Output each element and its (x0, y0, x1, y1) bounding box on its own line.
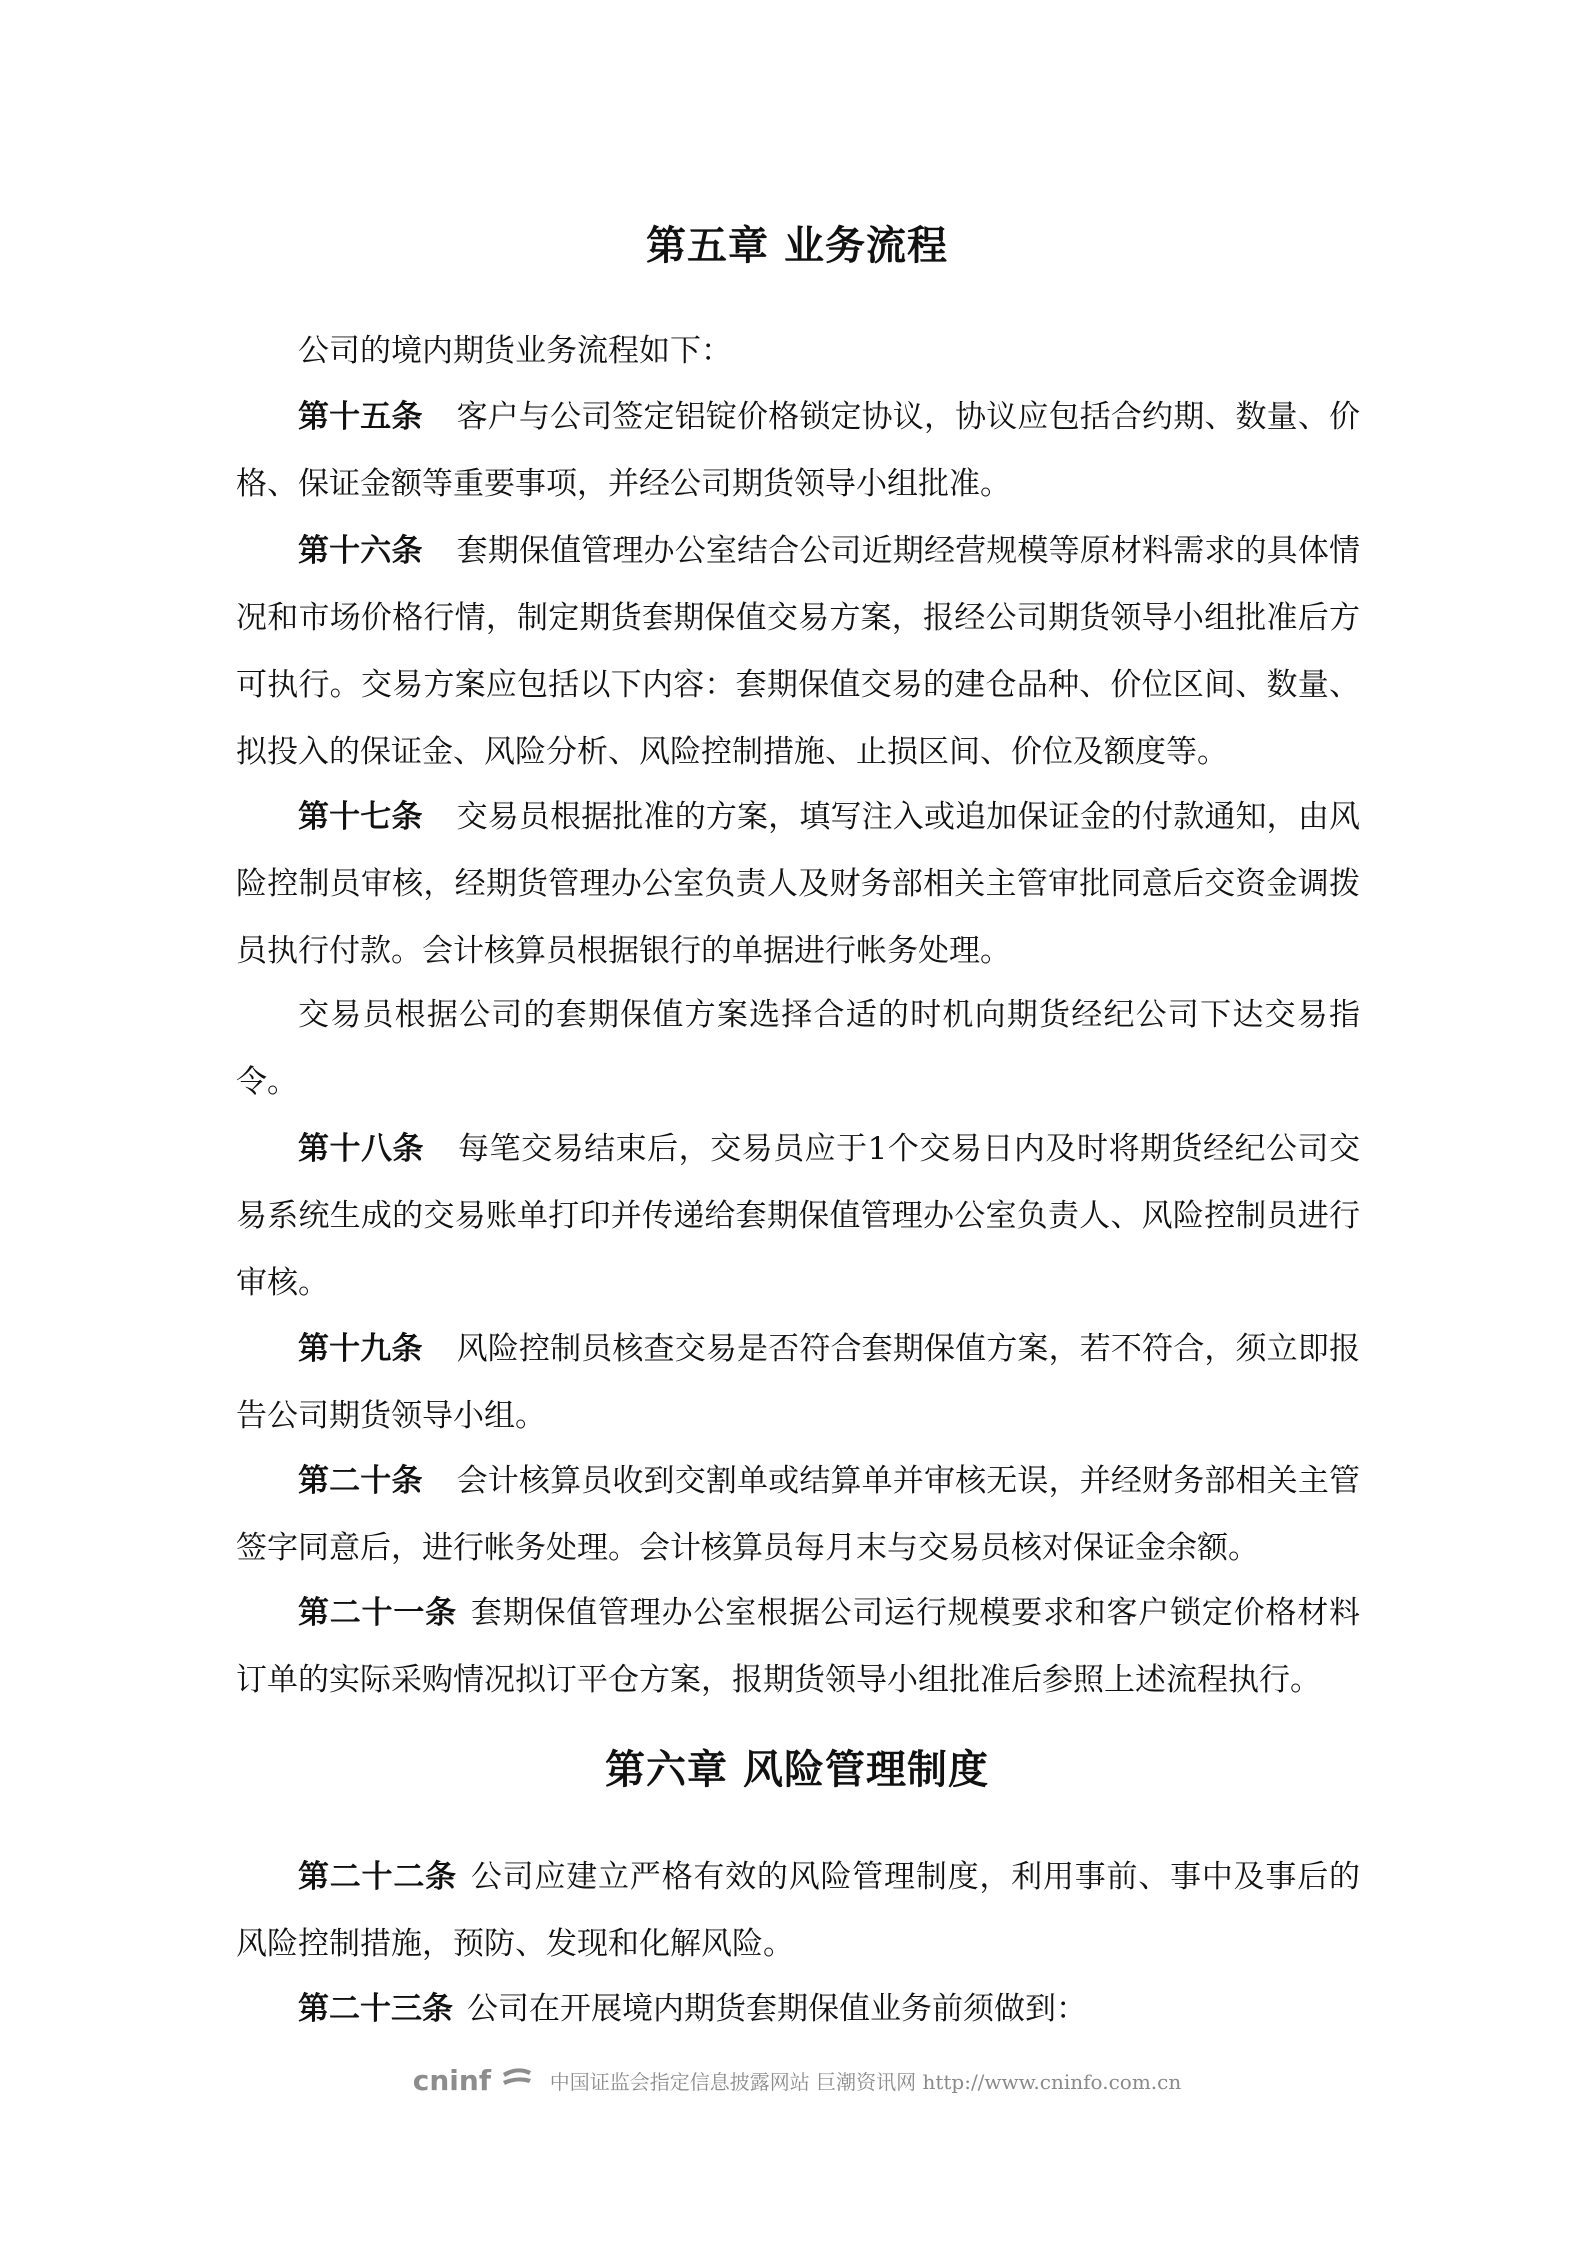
article-text: 交易员根据批准的方案，填写注入或追加保证金的付款通知，由风险控制员审核，经期货管理办公室负责人及财务部相关主管审批同意后交资金调拨员执行付款。会计核算员根据银行的单据进行帐务处理。 (236, 799, 1360, 969)
article-19 (236, 1316, 1360, 1450)
article-17 (236, 784, 1360, 985)
article-text: 会计核算员收到交割单或结算单并审核无误，并经财务部相关主管签字同意后，进行帐务处理。会计核算员每月末与交易员核对保证金余额。 (236, 1463, 1360, 1566)
article-number: 第二十一条 (298, 1595, 457, 1631)
article-text: 公司应建立严格有效的风险管理制度，利用事前、事中及事后的风险控制措施，预防、发现和化解风险。 (236, 1859, 1360, 1962)
article-text: 客户与公司签定铝锭价格锁定协议，协议应包括合约期、数量、价格、保证金额等重要事项，并经公司期货领导小组批准。 (236, 399, 1360, 502)
article-number: 第二十三条 (298, 1991, 453, 2027)
cninfo-logo-icon (499, 2065, 535, 2096)
footer-site-text: 中国证监会指定信息披露网站 巨潮资讯网 http://www.cninfo.com.cn (549, 2070, 1182, 2094)
article-18 (236, 1116, 1360, 1317)
article-number: 第十五条 (298, 399, 423, 435)
article-number: 第二十二条 (298, 1859, 457, 1895)
chapter-6-title: 第六章 风险管理制度 (605, 1747, 989, 1793)
article-23 (236, 1976, 1360, 2043)
article-text: 套期保值管理办公室结合公司近期经营规模等原材料需求的具体情况和市场价格行情，制定期货套期保值交易方案，报经公司期货领导小组批准后方可执行。交易方案应包括以下内容：套期保值交易的建仓品种、价位区间、数量、拟投入的保证金、风险分析、风险控制措施、止损区间、价位及额度等。 (236, 533, 1360, 770)
article-number: 第十八条 (298, 1131, 425, 1167)
article-17-continued: 交易员根据公司的套期保值方案选择合适的时机向期货经纪公司下达交易指令。 (236, 997, 1360, 1100)
page-footer (0, 2064, 1594, 2097)
article-21 (236, 1580, 1360, 1714)
chapter-5-intro: 公司的境内期货业务流程如下： (298, 333, 732, 369)
cninfo-logo-text: cninf (412, 2064, 492, 2097)
article-text: 公司在开展境内期货套期保值业务前须做到： (467, 1991, 1087, 2027)
article-number: 第二十条 (298, 1463, 423, 1499)
article-20 (236, 1448, 1360, 1582)
article-text: 风险控制员核查交易是否符合套期保值方案，若不符合，须立即报告公司期货领导小组。 (236, 1331, 1360, 1434)
article-16 (236, 518, 1360, 786)
article-number: 第十六条 (298, 533, 423, 569)
article-22 (236, 1844, 1360, 1978)
article-15 (236, 384, 1360, 518)
article-text: 每笔交易结束后，交易员应于1个交易日内及时将期货经纪公司交易系统生成的交易账单打印并传递给套期保值管理办公室负责人、风险控制员进行审核。 (236, 1131, 1360, 1301)
article-number: 第十九条 (298, 1331, 423, 1367)
article-text: 套期保值管理办公室根据公司运行规模要求和客户锁定价格材料订单的实际采购情况拟订平仓方案，报期货领导小组批准后参照上述流程执行。 (236, 1595, 1360, 1698)
article-number: 第十七条 (298, 799, 423, 835)
chapter-5-title: 第五章 业务流程 (646, 223, 948, 269)
